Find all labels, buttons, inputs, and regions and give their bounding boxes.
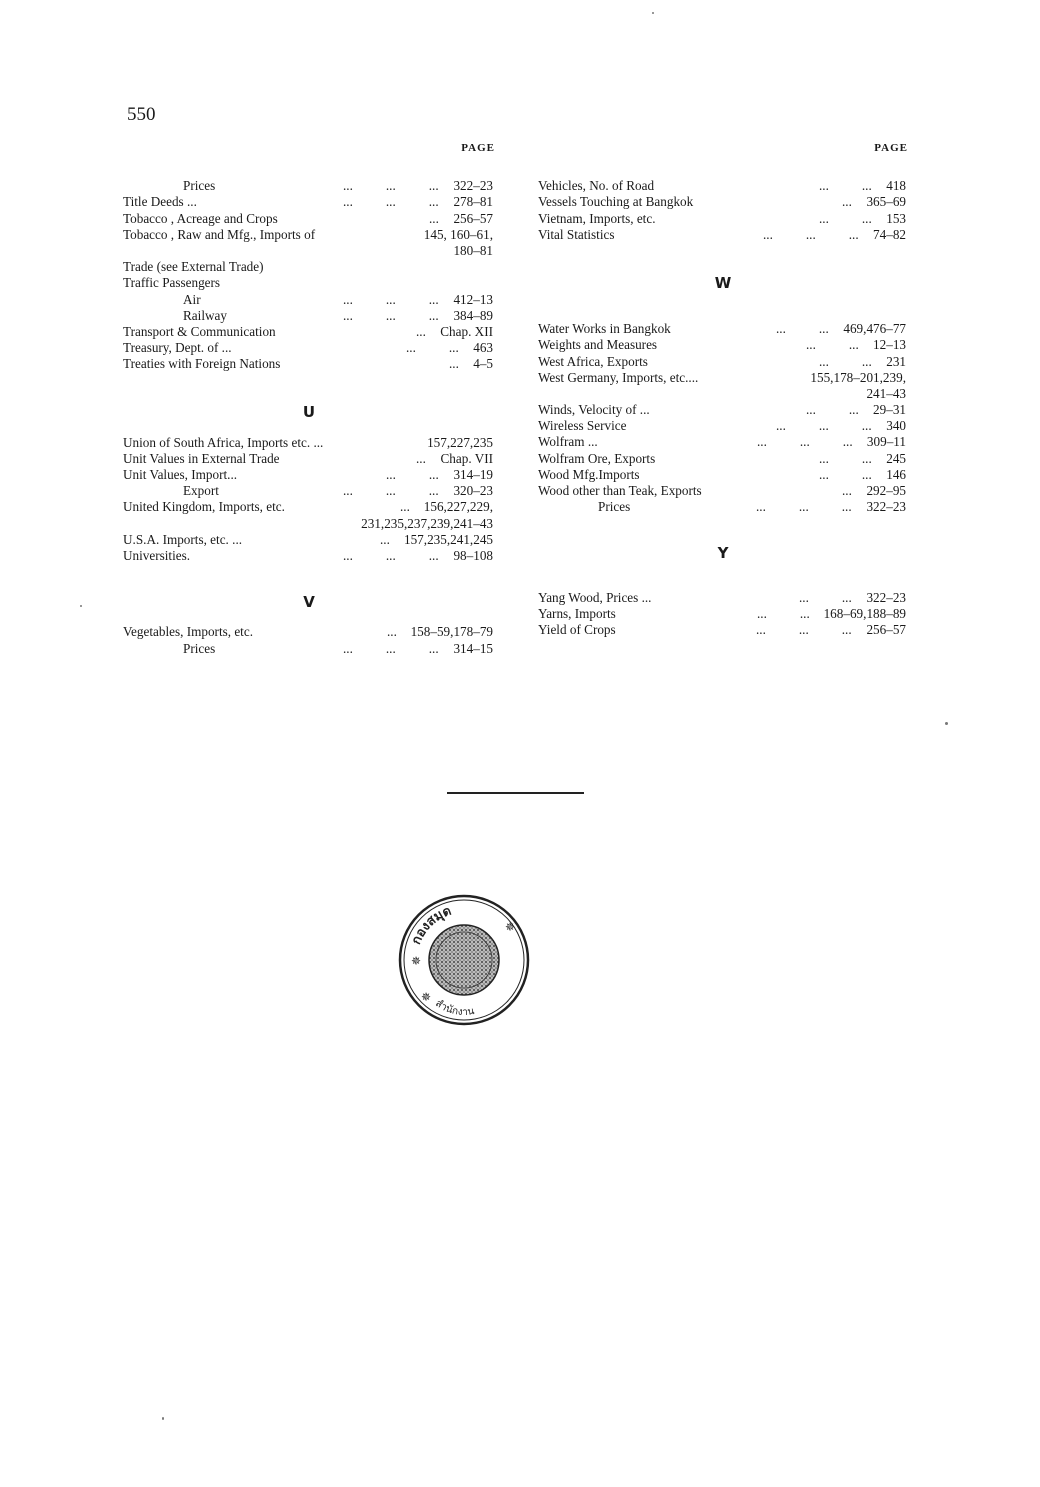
index-entry-page: 322–23 (453, 178, 493, 194)
index-entry-label: Prices (598, 499, 631, 515)
index-section-w (538, 321, 908, 515)
leader-dots: ... (380, 531, 390, 547)
index-entry-page: 29–31 (873, 402, 906, 418)
index-entry-page: 231 (886, 353, 906, 369)
index-entry-page: 4–5 (473, 356, 493, 372)
index-entry (123, 624, 495, 640)
index-entry (123, 324, 495, 340)
index-entry (123, 435, 495, 451)
index-entry (538, 467, 908, 483)
index-entry-page: 322–23 (866, 589, 906, 605)
index-entry-label: Prices (183, 640, 216, 656)
index-entry-label: Air (183, 291, 201, 307)
index-column-right (538, 140, 908, 638)
index-entry (538, 451, 908, 467)
section-letter-w: W (714, 273, 732, 292)
seal-star-bottom-icon: ✵ (421, 990, 432, 1004)
index-entry (123, 548, 495, 564)
index-entry (123, 532, 495, 548)
index-entry-label: Wood other than Teak, Exports (538, 483, 702, 499)
leader-dots: ... ... (819, 178, 872, 194)
index-entry-page: 278–81 (453, 194, 493, 210)
leader-dots: ... ... ... (763, 226, 859, 242)
index-entry-page: 320–23 (453, 483, 493, 499)
leader-dots: ... ... (776, 321, 829, 337)
index-entry-label: Winds, Velocity of ... (538, 402, 650, 418)
index-entry-page: 384–89 (453, 307, 493, 323)
index-entry-label: Vehicles, No. of Road (538, 178, 655, 194)
index-entry-label: Railway (183, 307, 227, 323)
index-entry-label: Tobacco , Acreage and Crops (123, 210, 278, 226)
leader-dots: ... ... (806, 337, 859, 353)
leader-dots: ... ... (819, 210, 872, 226)
leader-dots: ... (449, 356, 459, 372)
leader-dots: ... ... (386, 467, 439, 483)
index-entry-page: 146 (886, 466, 906, 482)
index-entry (123, 227, 495, 243)
leader-dots: ... ... (819, 466, 872, 482)
index-entry-page: 153 (886, 210, 906, 226)
index-entry-label: Traffic Passengers (123, 275, 221, 291)
index-entry-page: Chap. VII (440, 450, 493, 466)
index-section-u (123, 435, 495, 565)
index-entry (538, 178, 908, 194)
leader-dots: ... (416, 323, 426, 339)
index-entry (123, 499, 495, 515)
index-entry (538, 194, 908, 210)
index-entry-label: Yield of Crops (538, 621, 616, 637)
index-entry-label: Vegetables, Imports, etc. (123, 624, 253, 640)
index-entry (538, 499, 908, 515)
index-entry-page-continuation: 231,235,237,239,241–43 (361, 515, 493, 531)
index-entry-label: Vessels Touching at Bangkok (538, 194, 694, 210)
leader-dots: ... ... (757, 605, 810, 621)
index-entry-page: 322–23 (866, 499, 906, 515)
index-entry (538, 227, 908, 243)
leader-dots: ... (400, 499, 410, 515)
leader-dots: ... ... ... (343, 307, 439, 323)
index-entry (123, 194, 495, 210)
index-entry-label: West Africa, Exports (538, 353, 648, 369)
leader-dots: ... (842, 483, 852, 499)
leader-dots: ... ... ... (343, 483, 439, 499)
index-entry-page: 157,227,235 (427, 434, 493, 450)
index-entry-page: 157,235,241,245 (403, 531, 493, 547)
index-entry (538, 483, 908, 499)
index-entry (538, 622, 908, 638)
section-letter-u: U (302, 403, 316, 422)
index-entry (123, 340, 495, 356)
index-entry-label: Treasury, Dept. of ... (123, 340, 232, 356)
index-entry-label: Wood Mfg.Imports (538, 466, 640, 482)
leader-dots: ... ... ... (343, 640, 439, 656)
leader-dots: ... ... ... (343, 547, 439, 563)
leader-dots: ... ... (806, 402, 859, 418)
index-entry-page: 168–69,188–89 (823, 605, 906, 621)
scan-speck (945, 722, 948, 725)
leader-dots: ... ... ... (756, 621, 852, 637)
index-entry (123, 292, 495, 308)
index-entry-page: 463 (473, 340, 493, 356)
seal-text-top: กองสมุด (409, 903, 454, 947)
scan-speck (162, 1417, 164, 1420)
index-entry-page: 74–82 (873, 226, 906, 242)
index-entry-page: 245 (886, 450, 906, 466)
index-entry-page-continuation: 180–81 (453, 242, 493, 258)
closing-rule (447, 792, 584, 794)
index-entry-page-continuation: 241–43 (866, 385, 906, 401)
index-entry (123, 211, 495, 227)
index-entry-label: West Germany, Imports, etc.... (538, 369, 699, 385)
index-entry (123, 259, 495, 275)
index-section-v (123, 624, 495, 656)
leader-dots: ... (416, 450, 426, 466)
index-entry (123, 451, 495, 467)
index-entry-page: 469,476–77 (843, 321, 906, 337)
index-entry (123, 641, 495, 657)
index-entry-page: 412–13 (453, 291, 493, 307)
index-entry-label: Trade (see External Trade) (123, 259, 264, 275)
index-entry (538, 321, 908, 337)
index-section-v-continued (538, 178, 908, 243)
index-entry (538, 402, 908, 418)
leader-dots: ... ... (799, 589, 852, 605)
leader-dots: ... ... ... (757, 434, 853, 450)
section-letter-y: Y (717, 544, 729, 563)
library-stamp-seal (397, 893, 532, 1028)
index-entry (538, 606, 908, 622)
index-entry (538, 418, 908, 434)
index-entry-page: 155,178–201,239, (810, 369, 906, 385)
index-entry-label: Unit Values, Import... (123, 467, 238, 483)
leader-dots: ... (387, 624, 397, 640)
index-entry (538, 434, 908, 450)
index-section-t (123, 178, 495, 372)
leader-dots: ... ... ... (343, 178, 439, 194)
index-entry-label: Wolfram Ore, Exports (538, 450, 656, 466)
index-entry-label: U.S.A. Imports, etc. ... (123, 531, 243, 547)
page-column-header: PAGE (874, 142, 908, 154)
index-entry-page: 256–57 (866, 621, 906, 637)
index-entry-page: 314–15 (453, 640, 493, 656)
index-entry-label: Vietnam, Imports, etc. (538, 210, 656, 226)
index-column-left (123, 140, 495, 657)
index-entry-page: 156,227,229, (423, 499, 493, 515)
leader-dots: ... ... (819, 353, 872, 369)
page-number: 550 (127, 104, 156, 125)
index-entry-label: Union of South Africa, Imports etc. ... (123, 434, 324, 450)
index-entry-label: Wireless Service (538, 418, 627, 434)
index-entry-page: 256–57 (453, 210, 493, 226)
index-entry (538, 337, 908, 353)
index-entry-label: Treaties with Foreign Nations (123, 356, 281, 372)
index-entry (538, 370, 908, 386)
index-entry-label: Tobacco , Raw and Mfg., Imports of (123, 226, 316, 242)
index-entry-label: Unit Values in External Trade (123, 450, 280, 466)
index-entry-page: 365–69 (866, 194, 906, 210)
index-entry (538, 211, 908, 227)
index-entry-page: 12–13 (873, 337, 906, 353)
index-entry-page: 98–108 (453, 547, 493, 563)
leader-dots: ... ... ... (776, 418, 872, 434)
index-entry-label: Universities. (123, 547, 191, 563)
index-entry-label: Transport & Communication (123, 323, 276, 339)
index-entry-page: 158–59,178–79 (410, 624, 493, 640)
page-column-header: PAGE (461, 142, 495, 154)
index-entry (123, 275, 495, 291)
scan-speck (80, 605, 82, 607)
index-entry (123, 178, 495, 194)
index-entry (538, 590, 908, 606)
leader-dots: ... (429, 210, 439, 226)
leader-dots: ... ... (406, 340, 459, 356)
index-entry-label: Water Works in Bangkok (538, 321, 671, 337)
index-entry-page: 309–11 (866, 434, 906, 450)
index-entry-page: 314–19 (453, 467, 493, 483)
leader-dots: ... (842, 194, 852, 210)
index-entry-page: 418 (886, 178, 906, 194)
index-entry-label: Title Deeds ... (123, 194, 197, 210)
index-entry-label: United Kingdom, Imports, etc. (123, 499, 285, 515)
index-entry (123, 356, 495, 372)
section-letter-v: V (303, 593, 315, 612)
index-entry-label: Yang Wood, Prices ... (538, 589, 652, 605)
index-entry-label: Vital Statistics (538, 226, 615, 242)
seal-text-bottom: สำนักงาน (433, 998, 476, 1018)
index-entry-page: 292–95 (866, 483, 906, 499)
index-entry-label: Prices (183, 178, 216, 194)
index-entry (123, 467, 495, 483)
index-entry-page: Chap. XII (440, 323, 493, 339)
leader-dots: ... ... ... (756, 499, 852, 515)
index-entry-page: 340 (886, 418, 906, 434)
index-section-y (538, 590, 908, 639)
index-entry-label: Weights and Measures (538, 337, 658, 353)
seal-star-left-icon: ✵ (411, 954, 422, 968)
index-entry (123, 308, 495, 324)
index-entry-page: 145, 160–61, (423, 226, 493, 242)
index-entry-label: Export (183, 483, 219, 499)
seal-star-right-icon: ✵ (505, 920, 516, 934)
index-entry (538, 354, 908, 370)
index-entry-label: Yarns, Imports (538, 605, 616, 621)
index-entry-label: Wolfram ... (538, 434, 598, 450)
leader-dots: ... ... (819, 450, 872, 466)
index-entry (123, 483, 495, 499)
leader-dots: ... ... ... (343, 291, 439, 307)
leader-dots: ... ... ... (343, 194, 439, 210)
scan-speck (652, 12, 654, 14)
